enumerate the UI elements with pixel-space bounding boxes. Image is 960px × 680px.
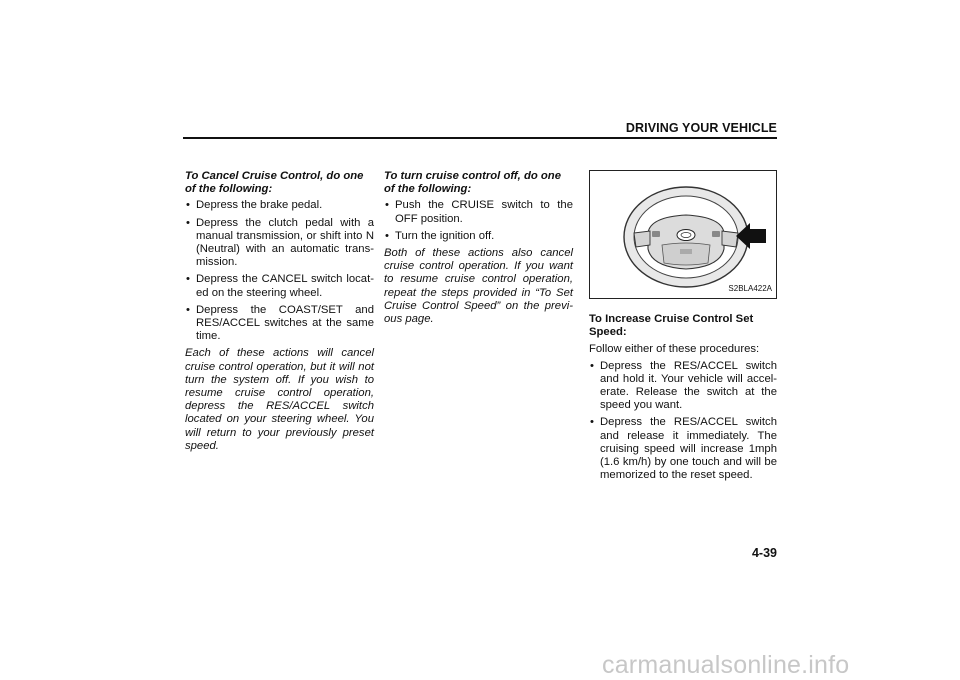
steering-wheel-icon <box>590 171 776 298</box>
section-title: DRIVING YOUR VEHICLE <box>625 121 777 135</box>
list-item: • Depress the RES/ACCEL switch and hold it. Your vehicle will accel-erate. Release the switch at the speed you want. <box>589 360 777 413</box>
list-item: • Push the CRUISE switch to the OFF position. <box>384 199 573 225</box>
figure-code: S2BLA422A <box>728 283 772 293</box>
turn-off-note: Both of these actions also cancel cruise control operation. If you want to resume cruise control operation, repeat the steps provided in “To Set Cruise Control Speed” on the previ-ous page. <box>384 247 573 326</box>
cancel-heading: To Cancel Cruise Control, do one of the following: <box>185 170 364 196</box>
increase-speed-intro: Follow either of these procedures: <box>589 343 760 356</box>
steering-wheel-figure <box>589 170 777 299</box>
column-turn-off-cruise <box>384 170 573 326</box>
increase-speed-list <box>589 360 777 483</box>
page-number: 4-39 <box>751 546 777 560</box>
turn-off-heading: To turn cruise control off, do one of the following: <box>384 170 561 196</box>
cancel-list <box>185 199 374 343</box>
header-rule <box>183 137 777 139</box>
list-item: • Depress the COAST/SET and RES/ACCEL switches at the same time. <box>185 304 374 344</box>
watermark-text: carmanualsonline.info <box>602 651 850 679</box>
turn-off-list <box>384 199 573 243</box>
list-item: • Depress the RES/ACCEL switch and release it immediately. The cruising speed will increase 1mph (1.6 km/h) by one touch and will be memorized to the reset speed. <box>589 416 777 482</box>
cancel-note: Each of these actions will cancel cruise control operation, but it will not turn the system off. If you wish to resume cruise control operation, depress the RES/ACCEL switch located on your steering wheel. You will return to your previously preset speed. <box>185 347 374 452</box>
list-item: • Turn the ignition off. <box>384 230 573 243</box>
column-increase-speed <box>589 170 777 486</box>
column-cancel-cruise <box>185 170 374 453</box>
list-item: • Depress the CANCEL switch locat-ed on the steering wheel. <box>185 273 374 299</box>
list-item: • Depress the brake pedal. <box>185 199 374 212</box>
list-item: • Depress the clutch pedal with a manual transmission, or shift into N (Neutral) with an automatic trans-mission. <box>185 217 374 270</box>
increase-speed-heading: To Increase Cruise Control Set Speed: <box>589 313 754 339</box>
